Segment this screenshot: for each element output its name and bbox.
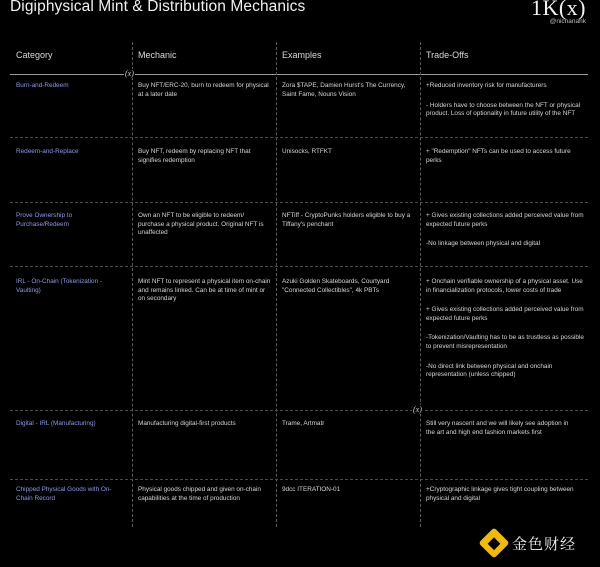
table-row-examples: 9dcc ITERATION-01 — [282, 486, 341, 493]
table-row-mechanic: Own an NFT to be eligible to redeem/ purchase a physical product. Original NFT is unaffected — [138, 212, 264, 237]
header-divider — [10, 74, 588, 75]
brand-logo — [531, 0, 586, 25]
table-row-examples: Zora $TAPE, Damien Hurst's The Currency, Saint Fame, Nouns Vision — [282, 82, 406, 98]
table-row-tradeoffs — [426, 420, 576, 448]
tradeoff-item: + Gives existing collections added perceived value from expected future perks — [426, 306, 584, 322]
row-divider — [10, 202, 588, 203]
table-row-mechanic: Buy NFT, redeem by replacing NFT that signifies redemption — [138, 148, 251, 164]
tradeoff-item: Still very nascent and we will likely see adoption in the art and high end fashion markets first — [426, 420, 569, 436]
table-row-category: Chipped Physical Goods with On-Chain Record — [16, 486, 112, 502]
table-row-examples: Unisocks, RTFKT — [282, 148, 332, 155]
watermark-text: 金色财经 — [512, 534, 577, 553]
header-mechanic: Mechanic — [138, 50, 177, 60]
table-row-examples: Azuki Golden Skateboards, Courtyard "Connected Collectibles", 4k PBTs — [282, 278, 390, 294]
table-row-examples: Trame, Artmatr — [282, 420, 325, 427]
table-row-examples: NFTiff - CryptoPunks holders eligible to buy a Tiffany's penchant — [282, 212, 411, 228]
table-row-mechanic: Buy NFT/ERC-20, burn to redeem for physical at a later date — [138, 82, 269, 98]
brand-handle: @nichanank — [549, 18, 586, 25]
tradeoff-item: - Holders have to choose between the NFT or physical product. Loss of optionality in future utility of the NFT — [426, 101, 581, 118]
header-tradeoffs: Trade-Offs — [426, 50, 469, 60]
x-marker: (x) — [413, 405, 422, 414]
row-divider — [10, 266, 588, 267]
jinse-logo-icon — [478, 527, 509, 558]
table-row-category: Redeem-and-Replace — [16, 148, 79, 155]
table-row-mechanic: Manufacturing digital-first products — [138, 420, 236, 427]
column-divider — [420, 42, 421, 527]
table-row-category: Digital - IRL (Manufacturing) — [16, 420, 96, 427]
table-row-category: IRL - On-Chain (Tokenization - Vaulting) — [16, 278, 103, 294]
tradeoff-item: + Onchain verifiable ownership of a physical asset. Use in financialization protocols, lower costs of trade — [426, 278, 583, 294]
table-row-tradeoffs — [426, 212, 588, 260]
table-row-category: Prove Ownership to Purchase/Redeem — [16, 212, 73, 228]
column-divider — [132, 42, 133, 527]
row-divider — [10, 410, 588, 411]
table-row-mechanic: Physical goods chipped and given on-chain capabilities at the time of production — [138, 486, 261, 502]
table-row-mechanic: Mint NFT to represent a physical item on-chain and remains linked. Can be at time of mint or on secondary — [138, 278, 271, 303]
table-row-tradeoffs — [426, 148, 586, 176]
row-divider — [10, 137, 588, 138]
tradeoff-item: + "Redemption" NFTs can be used to access future perks — [426, 148, 571, 164]
column-divider — [276, 42, 277, 527]
table-row-tradeoffs — [426, 278, 588, 391]
header-examples: Examples — [282, 50, 322, 60]
tradeoff-item: -No direct link between physical and onchain representation (unless chipped) — [426, 362, 553, 379]
tradeoff-item: -Tokenization/Vaulting has to be as trustless as possible to prevent misrepresentation — [426, 334, 584, 350]
watermark — [483, 532, 576, 554]
x-marker: (x) — [125, 69, 134, 78]
table-row-tradeoffs — [426, 82, 586, 130]
tradeoff-item: +Cryptographic linkage gives tight coupling between physical and digital — [426, 486, 574, 502]
brand-mark: 1K(x) — [530, 0, 586, 20]
table-row-tradeoffs — [426, 486, 576, 514]
header-category: Category — [16, 50, 53, 60]
tradeoff-item: -No linkage between physical and digital — [426, 240, 541, 248]
tradeoff-item: +Reduced inventory risk for manufacturers — [426, 82, 547, 89]
row-divider — [10, 479, 588, 480]
table-row-category: Burn-and-Redeem — [16, 82, 69, 89]
tradeoff-item: + Gives existing collections added perceived value from expected future perks — [426, 212, 584, 228]
page-title: Digiphysical Mint & Distribution Mechanics — [10, 0, 306, 15]
